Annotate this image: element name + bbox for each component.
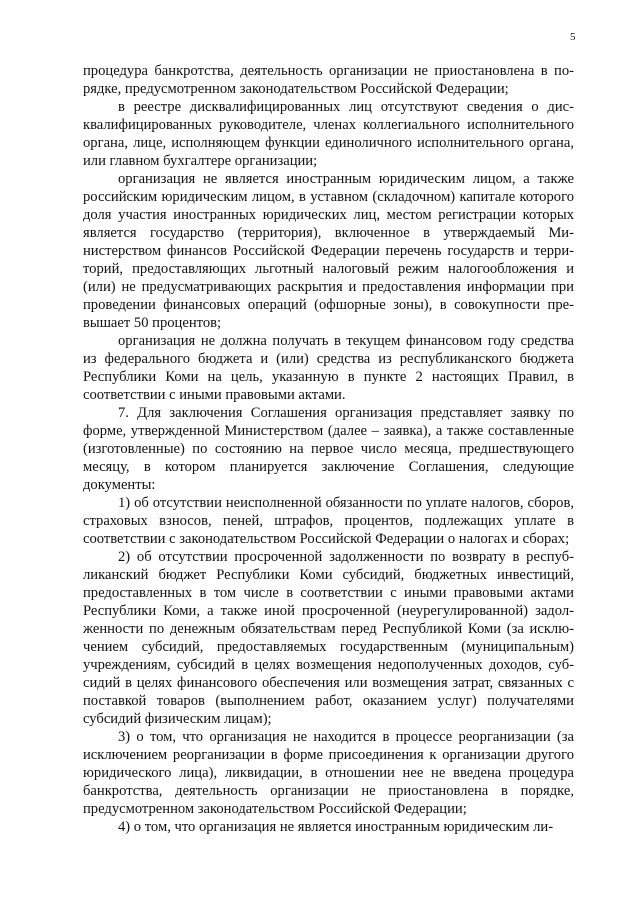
paragraph-disqualified-persons: в реестре дисквалифицированных лиц отсутствуют сведения о дисквалифицированных руководителе, членах коллегиального исполнительного органа, лице, исполняющем функции единоличного исполнительного органа, или главном бухгалтере организации; [83, 99, 574, 169]
paragraph-budget-funds: организация не должна получать в текущем финансовом году средства из федерального бюджета и (или) средства из республиканского бюджета Республики Коми на цель, указанную в пункте 2 настоящих Правил, в соответствии с иными правовыми актами. [83, 333, 574, 403]
paragraph-item-7: 7. Для заключения Соглашения организация представляет заявку по форме, утвержденной Министерством (далее – заявка), а также составленные (изготовленные) по состоянию на первое число месяца, предшествующего месяцу, в котором планируется заключение Соглашения, следующие документы: [83, 405, 574, 493]
document-body [83, 62, 574, 836]
list-item-1: 1) об отсутствии неисполненной обязанности по уплате налогов, сборов, страховых взносов, пеней, штрафов, процентов, подлежащих уплате в соответствии с законодательством Российской Федерации о налогах и сборах; [83, 495, 574, 547]
list-item-3: 3) о том, что организация не находится в процессе реорганизации (за исключением реорганизации в форме присоединения к организации другого юридического лица), ликвидации, в отношении нее не введена процедура банкротства, деятельность организации не приостановлена в порядке, предусмотренном законодательством Российской Федерации; [83, 729, 574, 817]
paragraph-continuation: процедура банкротства, деятельность организации не приостановлена в порядке, предусмотренном законодательством Российской Федерации; [83, 63, 574, 97]
list-item-4: 4) о том, что организация не является иностранным юридическим ли- [118, 819, 554, 835]
list-item-2: 2) об отсутствии просроченной задолженности по возврату в республиканский бюджет Республики Коми субсидий, бюджетных инвестиций, предоставленных в том числе в соответствии с иными правовыми актами Республики Коми, а также иной просроченной (неурегулированной) задолженности по денежным обязательствам перед Республикой Коми (за исключением субсидий, предоставляемых государственным (муниципальным) учреждениям, субсидий в целях возмещения недополученных доходов, субсидий в целях финансового обеспечения или возмещения затрат, связанных с поставкой товаров (выполнением работ, оказанием услуг) получателями субсидий физическим лицам); [83, 549, 574, 727]
paragraph-foreign-entity: организация не является иностранным юридическим лицом, а также российским юридическим лицом, в уставном (складочном) капитале которого доля участия иностранных юридических лиц, местом регистрации которых является государство (территория), включенное в утверждаемый Министерством финансов Российской Федерации перечень государств и территорий, предоставляющих льготный налоговый режим налогообложения и (или) не предусматривающих раскрытия и предоставления информации при проведении финансовых операций (офшорные зоны), в совокупности превышает 50 процентов; [83, 171, 574, 331]
page-number: 5 [570, 31, 576, 43]
